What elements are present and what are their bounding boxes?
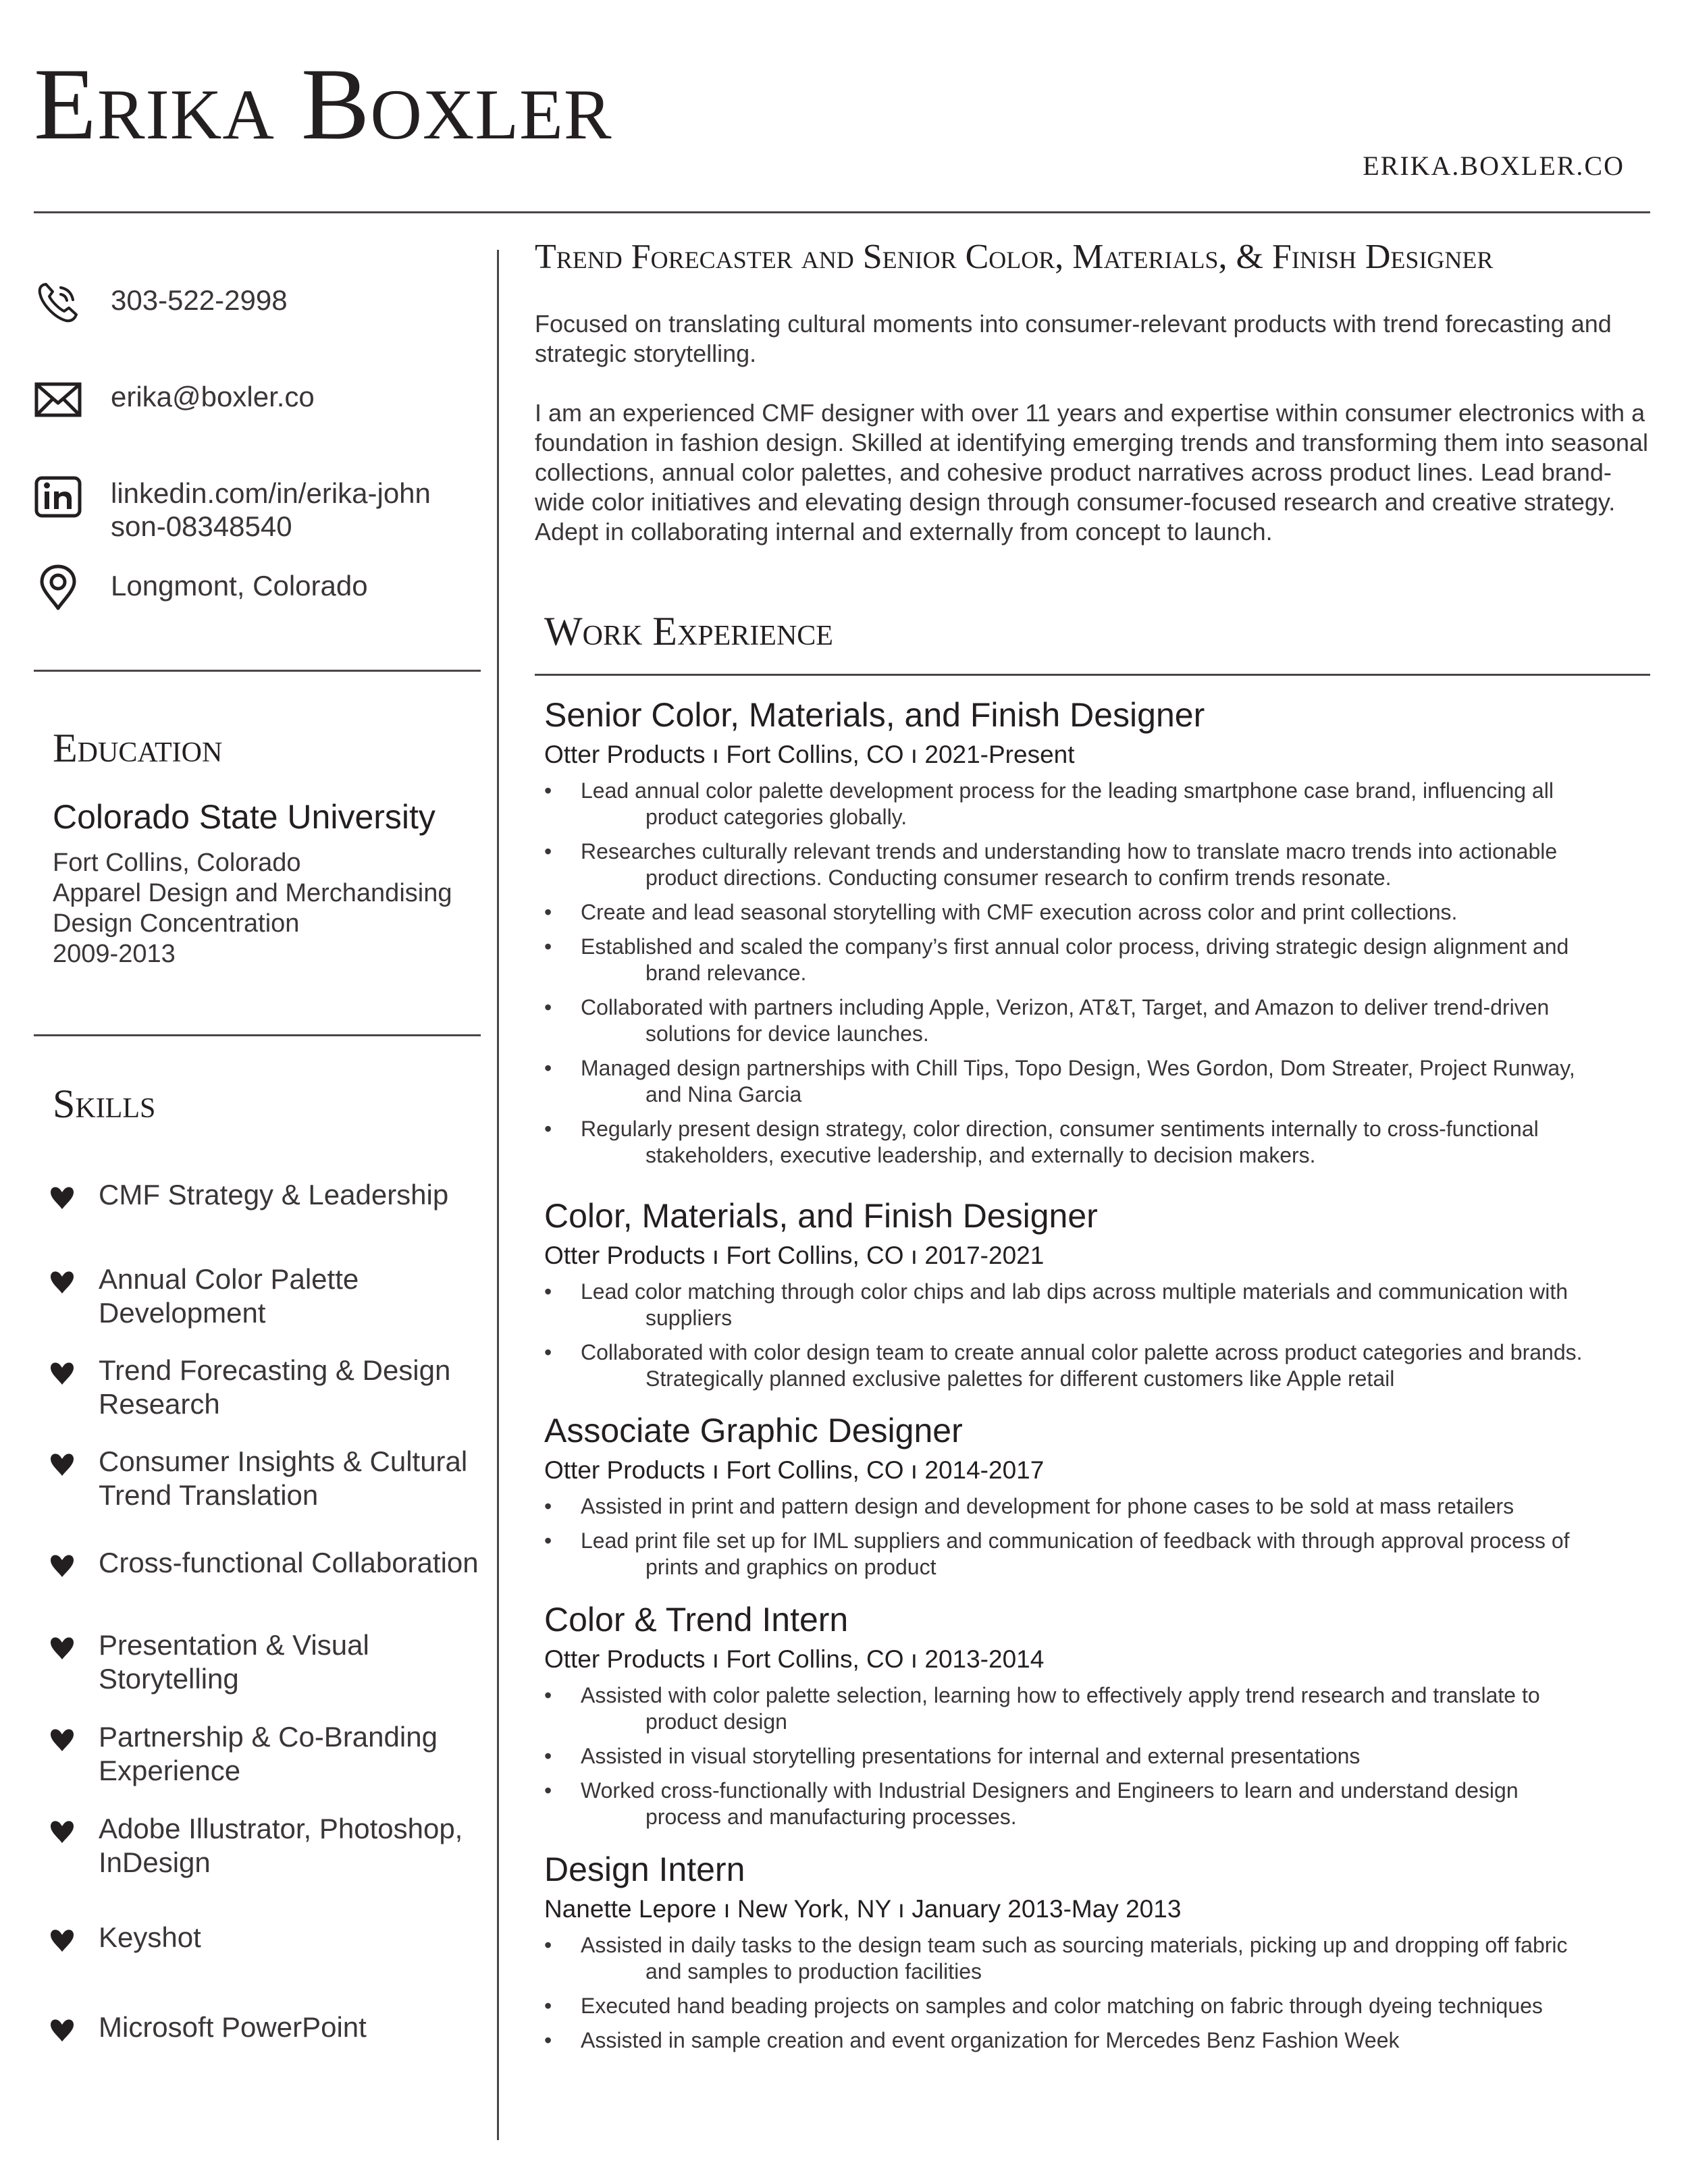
contact-location	[34, 564, 479, 612]
resume-name: Erika Boxler	[34, 47, 612, 161]
column-divider	[497, 250, 499, 2140]
job-entry	[544, 695, 1652, 1177]
bullet-text-continued: process and manufacturing processes.	[645, 1805, 1017, 1829]
mail-icon	[34, 375, 82, 423]
heart-bullet-icon	[49, 2017, 76, 2044]
skill-item	[49, 2010, 487, 2044]
bullet-text: • Researches culturally relevant trends and understanding how to translate macro trends into actionable	[581, 839, 1558, 863]
job-bullets	[544, 778, 1652, 1169]
skill-item	[49, 1628, 487, 1696]
job-entry	[544, 1196, 1652, 1400]
bullet-text: • Assisted in visual storytelling presentations for internal and external presentations	[581, 1744, 1361, 1768]
job-bullet	[544, 1778, 1652, 1830]
skills-title: Skills	[53, 1082, 156, 1126]
phone-number[interactable]: 303-522-2998	[111, 284, 288, 316]
skill-item	[49, 1354, 487, 1421]
work-divider	[535, 674, 1650, 676]
bullet-text: • Lead color matching through color chips and lab dips across multiple materials and communication with	[581, 1279, 1568, 1304]
school-name: Colorado State University	[53, 798, 436, 836]
contact-linkedin	[34, 471, 479, 543]
website-link[interactable]: ERIKA.BOXLER.CO	[1363, 151, 1625, 181]
location-text: Longmont, Colorado	[111, 570, 368, 602]
job-meta: Nanette Lepore ı New York, NY ı January 2013-May 2013	[544, 1895, 1182, 1923]
bullet-text: • Assisted in daily tasks to the design team such as sourcing materials, picking up and dropping off fabric	[581, 1933, 1568, 1957]
job-bullet	[544, 1279, 1652, 1331]
email-address[interactable]: erika@boxler.co	[111, 381, 315, 412]
skill-label: CMF Strategy & Leadership	[99, 1179, 449, 1210]
bullet-text: • Managed design partnerships with Chill Tips, Topo Design, Wes Gordon, Dom Streater, Project Runway,	[581, 1056, 1575, 1080]
bullet-text: • Lead print file set up for IML suppliers and communication of feedback with through approval process of	[581, 1528, 1570, 1553]
job-meta: Otter Products ı Fort Collins, CO ı 2021-Present	[544, 741, 1075, 768]
job-bullets	[544, 1493, 1652, 1580]
bullet-text-continued: and Nina Garcia	[645, 1082, 802, 1107]
skill-item	[49, 1921, 487, 1954]
heart-bullet-icon	[49, 1553, 76, 1580]
header-divider	[34, 211, 1650, 213]
skill-label: Annual Color Palette Development	[99, 1263, 359, 1329]
phone-icon	[34, 278, 82, 327]
job-bullet	[544, 838, 1652, 891]
summary-body: I am an experienced CMF designer with over 11 years and expertise within consumer electronics with a foundation in fashion design. Skilled at identifying emerging trends and transforming them into seasonal collections, annual color palettes, and cohesive product narratives across product lines. Lead brand-wide color initiatives and elevating design through consumer-focused research and creative strategy. Adept in collaborating internal and externally from concept to launch.	[535, 399, 1649, 545]
skill-label: Keyshot	[99, 1921, 201, 1953]
education-years: 2009-2013	[53, 940, 176, 968]
bullet-text: • Worked cross-functionally with Industrial Designers and Engineers to learn and understand design	[581, 1778, 1519, 1803]
job-bullet	[544, 778, 1652, 830]
bullet-text-continued: prints and graphics on product	[645, 1555, 937, 1579]
job-bullet	[544, 1116, 1652, 1169]
skill-label: Partnership & Co-Branding Experience	[99, 1721, 438, 1786]
heart-bullet-icon	[49, 1927, 76, 1954]
education-location: Fort Collins, Colorado	[53, 849, 301, 877]
skill-item	[49, 1445, 487, 1512]
education-section	[53, 797, 485, 969]
job-title: Color, Materials, and Finish Designer	[544, 1197, 1098, 1235]
bullet-text-continued: product design	[645, 1709, 787, 1734]
contact-divider	[34, 670, 481, 672]
location-pin-icon	[34, 564, 82, 612]
skill-label: Consumer Insights & Cultural Trend Translation	[99, 1445, 468, 1511]
bullet-text-continued: Strategically planned exclusive palettes for different customers like Apple retail	[645, 1366, 1395, 1391]
headline: Trend Forecaster and Senior Color, Materials, & Finish Designer	[535, 238, 1494, 276]
bullet-text-continued: stakeholders, executive leadership, and externally to decision makers.	[645, 1143, 1316, 1167]
job-bullet	[544, 1682, 1652, 1735]
job-bullet	[544, 1055, 1652, 1108]
skill-item	[49, 1178, 487, 1212]
skill-label: Microsoft PowerPoint	[99, 2011, 367, 2043]
heart-bullet-icon	[49, 1360, 76, 1387]
bullet-text: • Create and lead seasonal storytelling with CMF execution across color and print collections.	[581, 900, 1458, 924]
job-bullet	[544, 1493, 1652, 1520]
job-bullet	[544, 1339, 1652, 1392]
job-meta: Otter Products ı Fort Collins, CO ı 2017-2021	[544, 1242, 1045, 1269]
job-bullet	[544, 2027, 1652, 2054]
summary-intro: Focused on translating cultural moments into consumer-relevant products with trend forecasting and strategic storytelling.	[535, 310, 1612, 367]
linkedin-icon	[34, 471, 82, 520]
job-title: Color & Trend Intern	[544, 1601, 849, 1639]
heart-bullet-icon	[49, 1635, 76, 1662]
job-entry	[544, 1411, 1652, 1589]
skill-label: Presentation & Visual Storytelling	[99, 1629, 369, 1695]
job-title: Associate Graphic Designer	[544, 1412, 963, 1449]
job-bullet	[544, 934, 1652, 986]
job-bullet	[544, 994, 1652, 1047]
bullet-text-continued: brand relevance.	[645, 961, 807, 985]
skill-item	[49, 1546, 487, 1580]
bullet-text: • Established and scaled the company’s first annual color process, driving strategic design alignment and	[581, 934, 1569, 959]
bullet-text: • Regularly present design strategy, color direction, consumer sentiments internally to cross-functional	[581, 1117, 1539, 1141]
job-bullet	[544, 1932, 1652, 1985]
heart-bullet-icon	[49, 1185, 76, 1212]
heart-bullet-icon	[49, 1451, 76, 1479]
job-meta: Otter Products ı Fort Collins, CO ı 2013-2014	[544, 1645, 1045, 1673]
job-bullet	[544, 1743, 1652, 1769]
job-bullet	[544, 899, 1652, 926]
bullet-text-continued: and samples to production facilities	[645, 1959, 982, 1983]
job-bullets	[544, 1682, 1652, 1830]
contact-phone	[34, 278, 479, 327]
skill-label: Trend Forecasting & Design Research	[99, 1354, 451, 1420]
job-meta: Otter Products ı Fort Collins, CO ı 2014-2017	[544, 1456, 1045, 1484]
skill-label: Adobe Illustrator, Photoshop, InDesign	[99, 1813, 463, 1878]
job-bullets	[544, 1279, 1652, 1392]
skill-label: Cross-functional Collaboration	[99, 1547, 479, 1578]
job-bullet	[544, 1993, 1652, 2019]
education-concentration: Design Concentration	[53, 909, 300, 938]
bullet-text-continued: suppliers	[645, 1306, 733, 1330]
skill-item	[49, 1812, 487, 1880]
job-title: Senior Color, Materials, and Finish Designer	[544, 696, 1205, 734]
bullet-text-continued: product categories globally.	[645, 805, 907, 829]
heart-bullet-icon	[49, 1269, 76, 1296]
job-bullets	[544, 1932, 1652, 2054]
skill-item	[49, 1720, 487, 1788]
job-bullet	[544, 1528, 1652, 1580]
bullet-text-continued: solutions for device launches.	[645, 1021, 929, 1046]
bullet-text: • Collaborated with partners including Apple, Verizon, AT&T, Target, and Amazon to deliver trend-driven	[581, 995, 1550, 1019]
heart-bullet-icon	[49, 1819, 76, 1846]
bullet-text: • Assisted in print and pattern design and development for phone cases to be sold at mass retailers	[581, 1494, 1514, 1518]
bullet-text: • Executed hand beading projects on samples and color matching on fabric through dyeing techniques	[581, 1994, 1543, 2018]
education-degree: Apparel Design and Merchandising	[53, 879, 452, 907]
linkedin-url[interactable]: linkedin.com/in/erika-johnson-08348540	[111, 477, 431, 542]
work-experience-title: Work Experience	[544, 609, 833, 654]
bullet-text: • Assisted with color palette selection, learning how to effectively apply trend research and translate to	[581, 1683, 1540, 1707]
heart-bullet-icon	[49, 1727, 76, 1754]
bullet-text: • Lead annual color palette development process for the leading smartphone case brand, influencing all	[581, 778, 1554, 803]
bullet-text: • Collaborated with color design team to create annual color palette across product categories and brands.	[581, 1340, 1583, 1364]
job-entry	[544, 1850, 1652, 2062]
contact-email	[34, 375, 479, 423]
bullet-text-continued: product directions. Conducting consumer research to confirm trends resonate.	[645, 865, 1392, 890]
education-divider	[34, 1034, 481, 1036]
job-title: Design Intern	[544, 1850, 745, 1888]
bullet-text: • Assisted in sample creation and event organization for Mercedes Benz Fashion Week	[581, 2028, 1400, 2052]
education-title: Education	[53, 726, 223, 770]
skill-item	[49, 1262, 487, 1330]
job-entry	[544, 1600, 1652, 1838]
